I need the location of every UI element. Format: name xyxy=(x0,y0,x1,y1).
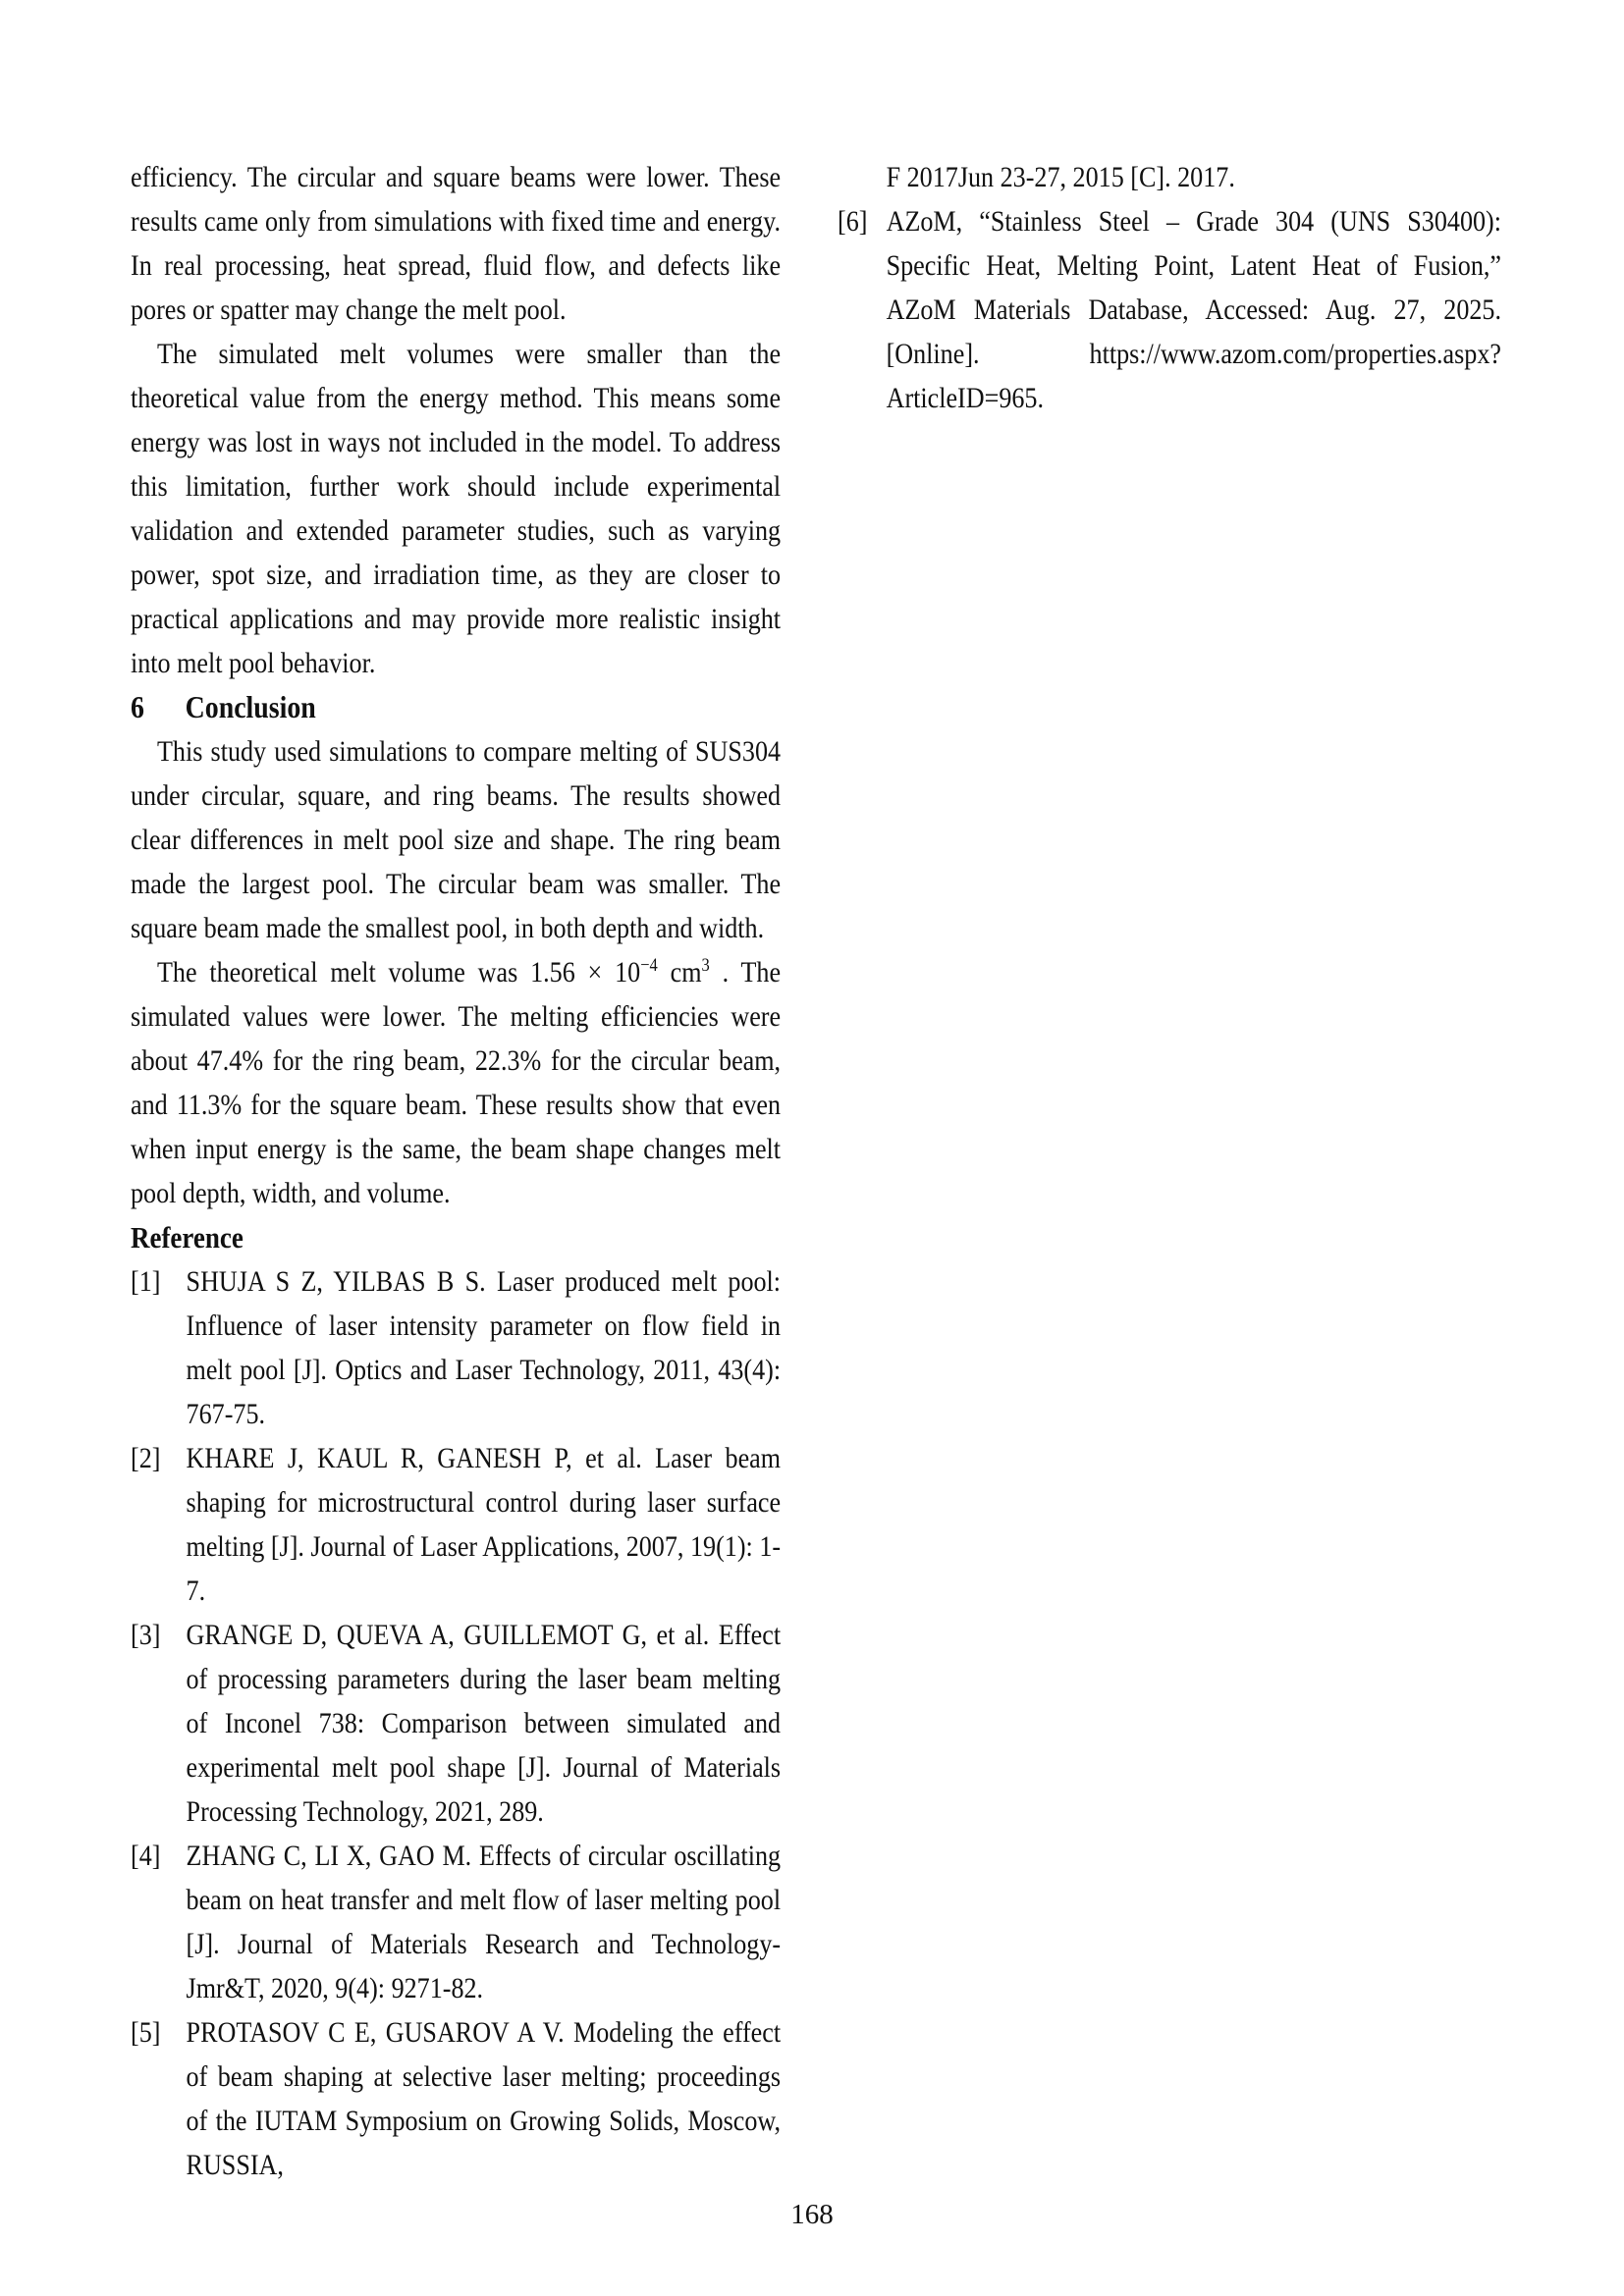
reference-text: SHUJA S Z, YILBAS B S. Laser produced melt pool: Influence of laser intensity parameter on flow field in melt pool [J]. Optics and Laser Technology, 2011, 43(4): 767-75. xyxy=(186,1265,782,1430)
reference-entry xyxy=(131,1436,781,1613)
reference-text: PROTASOV C E, GUSAROV A V. Modeling the effect of beam shaping at selective laser melting; proceedings of the IUTAM Symposium on Growing Solids, Moscow, RUSSIA, xyxy=(186,2016,782,2181)
reference-entry xyxy=(131,1613,781,1834)
paragraph-conclusion-summary: This study used simulations to compare melting of SUS304 under circular, square, and ring beams. The results showed clear differences in melt pool size and shape. The ring beam made the largest pool. The circular beam was smaller. The square beam made the smallest pool, in both depth and width. xyxy=(131,735,782,944)
conclusion-heading-number: 6 xyxy=(131,689,144,724)
melt-volume-text: The theoretical melt volume was 1.56 × 10 xyxy=(156,956,641,988)
reference-number: [5] xyxy=(131,2016,161,2049)
conclusion-heading-title: Conclusion xyxy=(185,689,316,724)
reference-text: KHARE J, KAUL R, GANESH P, et al. Laser beam shaping for microstructural control during laser surface melting [J]. Journal of Laser Applications, 2007, 19(1): 1-7. xyxy=(186,1442,782,1607)
reference-entry xyxy=(131,1259,781,1436)
reference-text: GRANGE D, QUEVA A, GUILLEMOT G, et al. Effect of processing parameters during the laser beam melting of Inconel 738: Comparison between simulated and experimental melt pool shape [J]. Journal of Materials Processing Technology, 2021, 289. xyxy=(186,1619,782,1828)
reference-number: [2] xyxy=(131,1442,161,1474)
reference-heading: Reference xyxy=(131,1220,244,1255)
reference-text: ZHANG C, LI X, GAO M. Effects of circular oscillating beam on heat transfer and melt flow of laser melting pool [J]. Journal of Materials Research and Technology-Jmr&T, 2020, 9(4): 9271-82. xyxy=(186,1840,782,2004)
reference-entry xyxy=(131,1834,781,2010)
conclusion-heading xyxy=(131,685,781,729)
unit-superscript: 3 xyxy=(701,955,710,976)
left-column-content xyxy=(131,155,781,2187)
reference-number: [1] xyxy=(131,1265,161,1298)
reference-entry-continuation xyxy=(838,155,1501,199)
melt-volume-unit: cm xyxy=(657,956,702,988)
paragraph-simulated-volumes: The simulated melt volumes were smaller than the theoretical value from the energy method. This means some energy was lost in ways not included in the model. To address this limitation, further work should include experimental validation and extended parameter studies, such as varying power, spot size, and irradiation time, as they are closer to practical applications and may provide more realistic insight into melt pool behavior. xyxy=(131,338,782,679)
reference-text: AZoM, “Stainless Steel – Grade 304 (UNS S30400): Specific Heat, Melting Point, Latent Heat of Fusion,” AZoM Materials Database, Accessed: Aug. 27, 2025. [Online]. https://www.azom.com/properties.aspx?ArticleID=965. xyxy=(886,205,1501,414)
reference-number: [6] xyxy=(838,205,868,238)
reference-number: [3] xyxy=(131,1619,161,1651)
reference-number: [4] xyxy=(131,1840,161,1872)
exponent-superscript: −4 xyxy=(640,955,658,976)
left-column xyxy=(131,155,781,2187)
page-number: 168 xyxy=(790,2199,834,2230)
paragraph-continuation: efficiency. The circular and square beams were lower. These results came only from simulations with fixed time and energy. In real processing, heat spread, fluid flow, and defects like pores or spatter may change the melt pool. xyxy=(131,161,782,326)
reference-entry xyxy=(131,2010,781,2187)
melt-volume-rest: . The simulated values were lower. The melting efficiencies were about 47.4% for the ring beam, 22.3% for the circular beam, and 11.3% for the square beam. These results show that even when input energy is the same, the beam shape changes melt pool depth, width, and volume. xyxy=(131,956,782,1209)
right-column-content xyxy=(838,155,1501,420)
reference-continuation-text: F 2017Jun 23-27, 2015 [C]. 2017. xyxy=(886,161,1235,193)
paragraph-melt-volume xyxy=(131,950,781,1215)
reference-list xyxy=(131,1259,781,2187)
reference-entry xyxy=(838,199,1501,420)
right-column xyxy=(838,155,1501,420)
